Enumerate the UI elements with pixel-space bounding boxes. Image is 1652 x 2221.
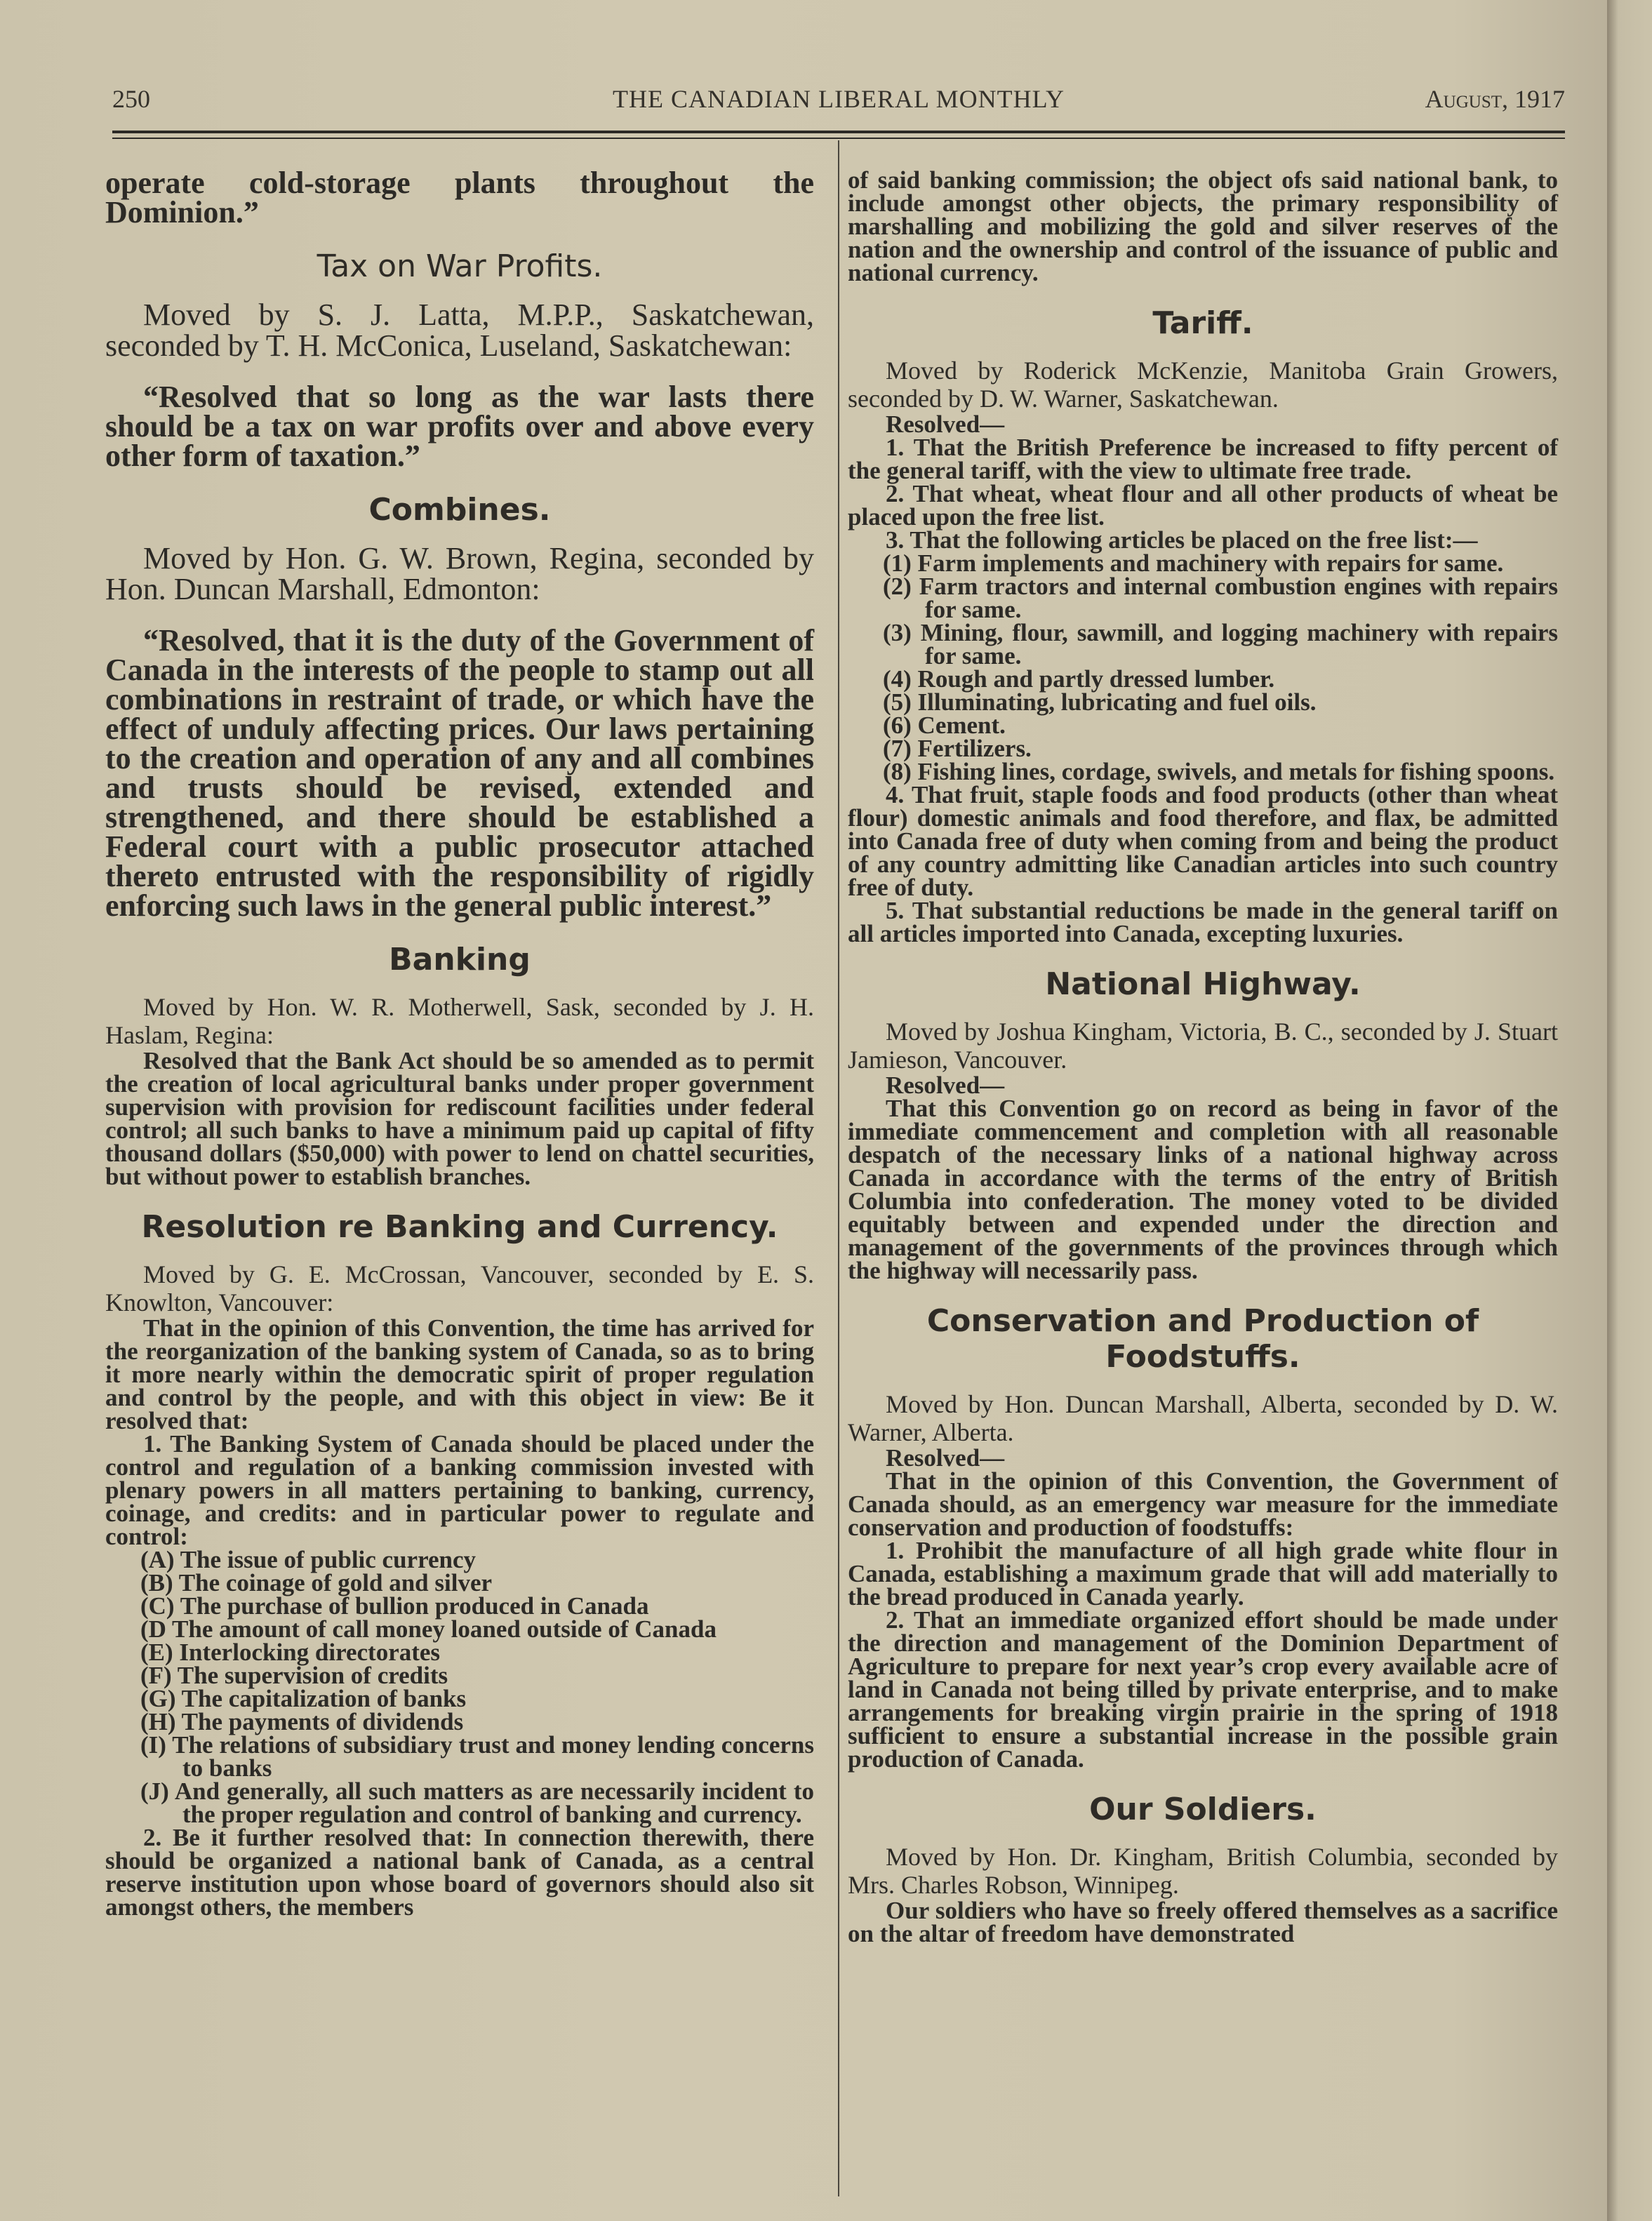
publication-title: THE CANADIAN LIBERAL MONTHLY: [613, 85, 1065, 113]
column-divider: [838, 140, 839, 2196]
page-number: 250: [112, 85, 150, 113]
list-item: (1) Farm implements and machinery with repairs for same.: [883, 549, 1504, 577]
list-item: (G) The capitalization of banks: [140, 1685, 467, 1712]
resolution-text: “Resolved that so long as the war lasts there should be a tax on war profits over and above every other form of taxation.”: [105, 380, 814, 473]
left-column: [105, 168, 814, 1919]
section-heading-currency: Resolution re Banking and Currency.: [141, 1209, 778, 1245]
list-item: (8) Fishing lines, cordage, swivels, and metals for fishing spoons.: [883, 758, 1555, 785]
header-rule: [112, 131, 1565, 133]
list-item: (F) The supervision of credits: [140, 1662, 448, 1689]
point-text: 3. That the following articles be placed on the free list:—: [886, 526, 1478, 554]
list-item: (6) Cement.: [883, 712, 1006, 739]
page-header: [112, 84, 1565, 126]
section-heading-soldiers: Our Soldiers.: [1089, 1792, 1317, 1827]
header-rule-thin: [112, 138, 1565, 139]
section-heading-banking: Banking: [389, 942, 531, 978]
resolved-label: Resolved—: [886, 1444, 1005, 1472]
list-item: (3) Mining, flour, sawmill, and logging machinery with repairs for same.: [883, 619, 1558, 669]
issue-date: August, 1917: [1425, 85, 1565, 113]
mover-text: Moved by Hon. W. R. Motherwell, Sask, seconded by J. H. Haslam, Regina:: [105, 993, 814, 1049]
list-item: (7) Fertilizers.: [883, 735, 1032, 762]
section-heading-highway: National Highway.: [1045, 966, 1361, 1002]
continued-text: operate cold-storage plants throughout the Dominion.”: [105, 166, 814, 229]
list-item: (4) Rough and partly dressed lumber.: [883, 665, 1275, 693]
list-item: (5) Illuminating, lubricating and fuel oils.: [883, 688, 1317, 716]
point-text: 1. The Banking System of Canada should be placed under the control and regulation of a banking commission invested with plenary powers in all matters pertaining to banking, currency, coinage, and credits: and in particular power to regulate and control:: [105, 1430, 814, 1550]
list-item: (J) And generally, all such matters as are necessarily incident to the proper regulation and control of banking and currency.: [140, 1778, 814, 1828]
point-text: 2. Be it further resolved that: In connection therewith, there should be organized a national bank of Canada, as a central reserve institution upon whose board of governors should also sit amongst others, the members: [105, 1824, 814, 1921]
point-text: 5. That substantial reductions be made in the general tariff on all articles imported into Canada, excepting luxuries.: [848, 897, 1558, 947]
right-column: [848, 168, 1558, 1945]
section-heading-tax: Tax on War Profits.: [317, 248, 603, 284]
resolution-text: That this Convention go on record as being in favor of the immediate commencement and completion with all reasonable despatch of the necessary links of a national highway across Canada in accordance with the terms of the entry of British Columbia into confederation. The money voted to be divided equitably between and expended under the direction and management of the governments of the provinces through which the highway will necessarily pass.: [848, 1095, 1558, 1284]
resolution-text: “Resolved, that it is the duty of the Government of Canada in the interests of the people to stamp out all combinations in restraint of trade, or which have the effect of unduly affecting prices. Our laws pertaining to the creation and operation of any and all combines and trusts should be revised, extended and strengthened, and there should be established a Federal court with a public prosecutor attached thereto entrusted with the responsibility of rigidly enforcing such laws in the general public interest.”: [105, 623, 814, 923]
list-item: (H) The payments of dividends: [140, 1708, 464, 1735]
resolution-text: Resolved that the Bank Act should be so amended as to permit the creation of local agricultural banks under proper government supervision with provision for rediscount facilities under federal control; all such banks to have a minimum paid up capital of fifty thousand dollars ($50,000) with power to lend on chattel securities, but without power to establish branches.: [105, 1047, 814, 1190]
section-heading-foodstuffs: Conservation and Production of Foodstuffs.: [926, 1303, 1479, 1375]
preamble-text: That in the opinion of this Convention, the Government of Canada should, as an emergency war measure for the immediate conservation and production of foodstuffs:: [848, 1467, 1558, 1541]
resolved-label: Resolved—: [886, 411, 1005, 438]
mover-text: Moved by Roderick McKenzie, Manitoba Grain Growers, seconded by D. W. Warner, Saskatchewan.: [848, 356, 1558, 413]
list-item: (C) The purchase of bullion produced in Canada: [140, 1592, 649, 1620]
mover-text: Moved by Hon. G. W. Brown, Regina, seconded by Hon. Duncan Marshall, Edmonton:: [105, 541, 814, 606]
mover-text: Moved by Hon. Dr. Kingham, British Columbia, seconded by Mrs. Charles Robson, Winnipeg.: [848, 1843, 1558, 1899]
point-text: 1. That the British Preference be increased to fifty percent of the general tariff, with the view to ultimate free trade.: [848, 434, 1558, 484]
list-item: (A) The issue of public currency: [140, 1546, 477, 1573]
point-text: 1. Prohibit the manufacture of all high grade white flour in Canada, establishing a maximum grade that will add materially to the bread produced in Canada yearly.: [848, 1537, 1558, 1610]
preamble-text: That in the opinion of this Convention, the time has arrived for the reorganization of the banking system of Canada, so as to bring it more nearly within the democratic spirit of proper regulation and control by the people, and with this object in view: Be it resolved that:: [105, 1314, 814, 1434]
list-item: (E) Interlocking directorates: [140, 1639, 441, 1666]
section-heading-combines: Combines.: [368, 492, 551, 528]
adjacent-page-edge: [1607, 0, 1652, 2221]
resolution-text: Our soldiers who have so freely offered themselves as a sacrifice on the altar of freedom have demonstrated: [848, 1897, 1558, 1947]
resolved-label: Resolved—: [886, 1072, 1005, 1099]
point-text: 2. That wheat, wheat flour and all other products of wheat be placed upon the free list.: [848, 480, 1558, 531]
mover-text: Moved by G. E. McCrossan, Vancouver, seconded by E. S. Knowlton, Vancouver:: [105, 1260, 814, 1316]
point-text: 4. That fruit, staple foods and food products (other than wheat flour) domestic animals and food therefore, and flax, be admitted into Canada free of duty when coming from and being the product of any country admitting like Canadian articles into such country free of duty.: [848, 781, 1558, 901]
mover-text: Moved by S. J. Latta, M.P.P., Saskatchewan, seconded by T. H. McConica, Luseland, Saskatchewan:: [105, 298, 814, 363]
section-heading-tariff: Tariff.: [1152, 305, 1253, 341]
list-item: (B) The coinage of gold and silver: [140, 1569, 493, 1596]
list-item: (I) The relations of subsidiary trust and money lending concerns to banks: [140, 1731, 814, 1782]
mover-text: Moved by Hon. Duncan Marshall, Alberta, seconded by D. W. Warner, Alberta.: [848, 1390, 1558, 1446]
list-item: (2) Farm tractors and internal combustion engines with repairs for same.: [883, 573, 1558, 623]
mover-text: Moved by Joshua Kingham, Victoria, B. C., seconded by J. Stuart Jamieson, Vancouver.: [848, 1018, 1558, 1074]
continued-text: of said banking commission; the object ofs said national bank, to include amongst other objects, the primary responsibility of marshalling and mobilizing the gold and silver reserves of the nation and the ownership and control of the issuance of public and national currency.: [848, 166, 1558, 286]
list-item: (D The amount of call money loaned outside of Canada: [140, 1615, 717, 1643]
point-text: 2. That an immediate organized effort should be made under the direction and management of the Dominion Department of Agriculture to prepare for next year’s crop every available acre of land in Canada not being tilled by private enterprise, and to make arrangements for breaking virgin prairie in the spring of 1918 sufficient to ensure a substantial increase in the possible grain production of Canada.: [848, 1606, 1558, 1773]
